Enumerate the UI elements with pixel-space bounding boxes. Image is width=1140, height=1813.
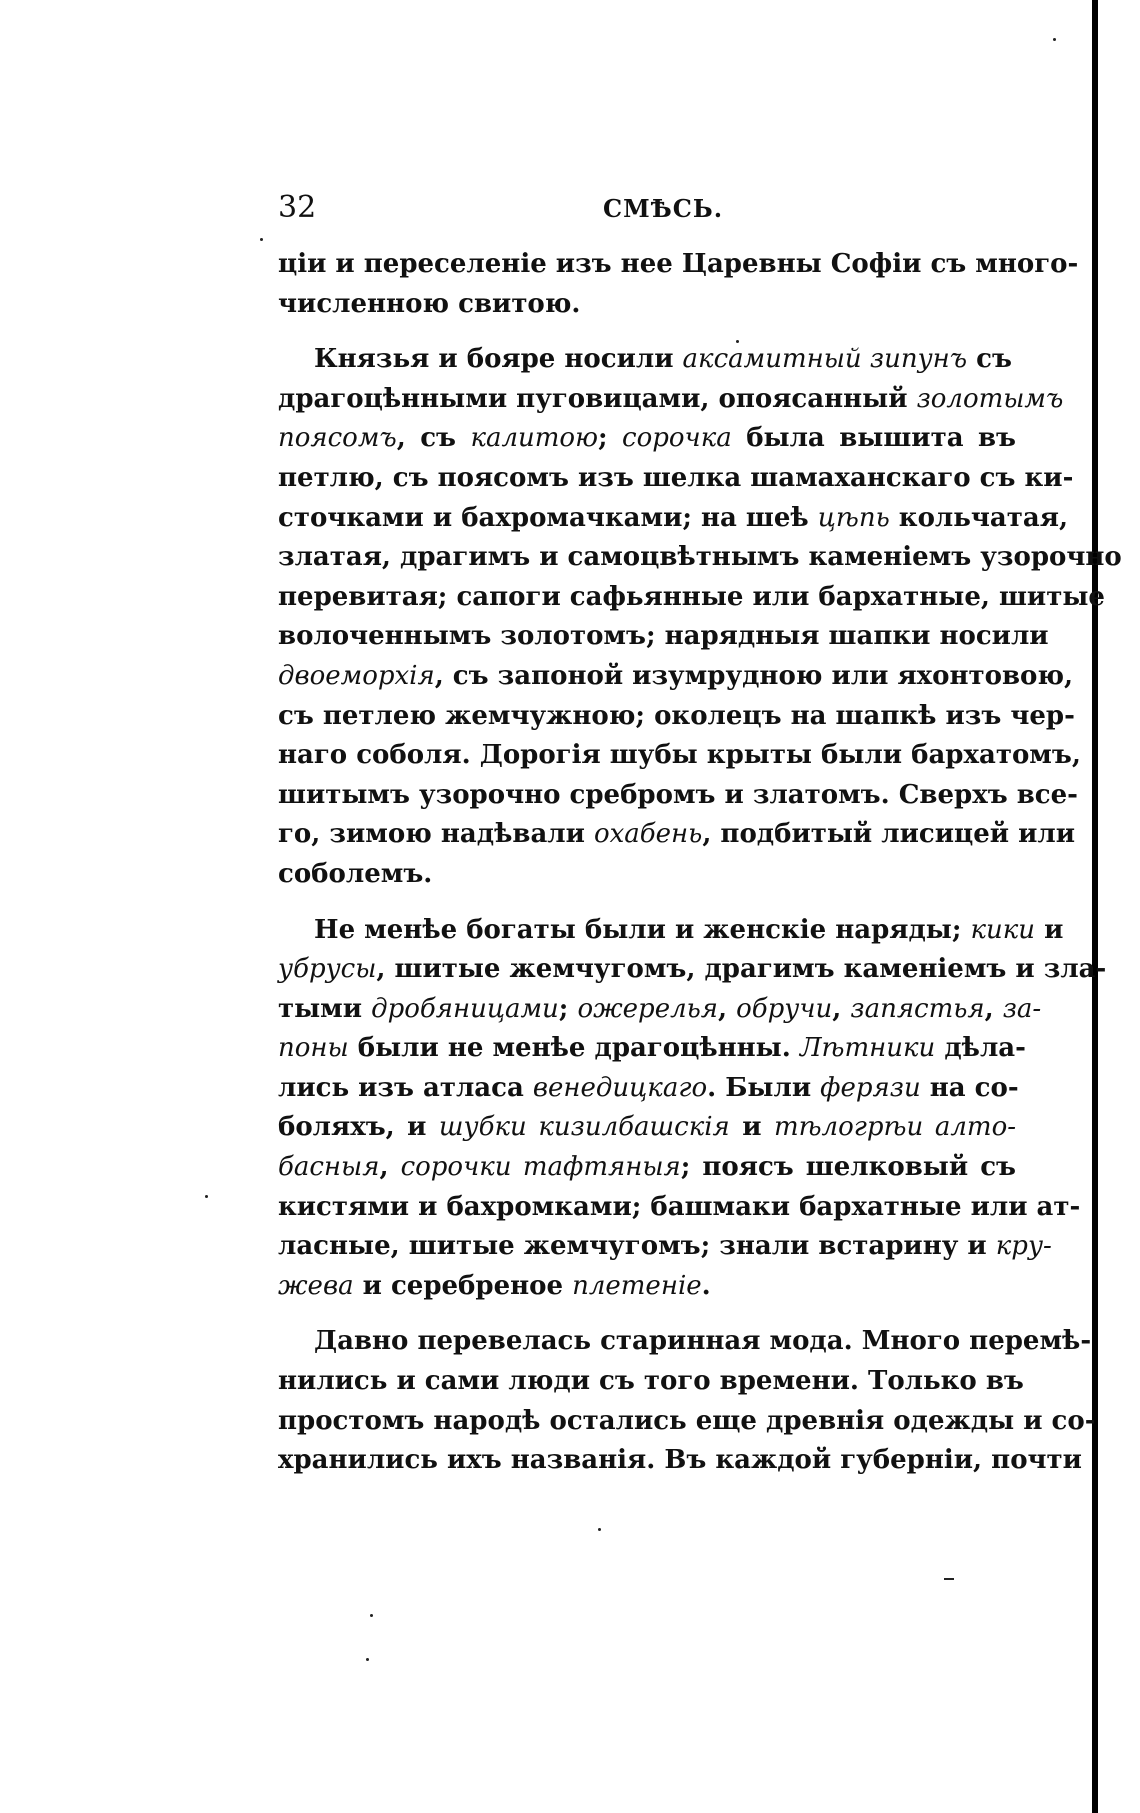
- text-run: ,: [832, 993, 851, 1024]
- text-line: [278, 1267, 1016, 1307]
- italic-term: запястья: [850, 993, 985, 1024]
- italic-term: аксамитный зипунъ: [682, 344, 968, 375]
- text-run: ціи и переселеніе изъ нее Царевны Софіи съ много-: [278, 249, 1079, 279]
- print-speck: [370, 1614, 373, 1617]
- italic-term: кики: [970, 914, 1036, 945]
- italic-term: тѣлогрѣи алто-: [773, 1112, 1017, 1143]
- italic-term: за-: [1002, 993, 1042, 1024]
- text-line: [278, 1188, 1081, 1228]
- text-run: сточками и бахромачками; на шеѣ: [278, 502, 818, 533]
- text-run: и: [729, 1112, 774, 1143]
- italic-term: плетеніе: [572, 1270, 702, 1301]
- text-run: . Были: [707, 1072, 821, 1103]
- italic-term: сорочки тафтяныя: [400, 1152, 681, 1183]
- text-run: наго соболя. Дорогія шубы крыты были бархатомъ,: [278, 740, 1081, 771]
- text-line: [278, 950, 1107, 990]
- text-run: златая, драгимъ и самоцвѣтнымъ каменіемъ узорочно: [278, 542, 1122, 573]
- italic-term: басныя: [278, 1152, 380, 1183]
- text-line: [278, 855, 1016, 895]
- text-run: , шитые жемчугомъ, драгимъ каменіемъ и зла-: [376, 954, 1107, 985]
- text-run: дѣла-: [935, 1033, 1026, 1064]
- italic-term: Лѣтники: [799, 1033, 936, 1064]
- text-line: [278, 419, 1016, 459]
- text-line: [278, 538, 1122, 578]
- text-line: [278, 1227, 1052, 1267]
- text-line: [278, 340, 1016, 380]
- text-run: ,: [984, 993, 1003, 1024]
- paragraph: [278, 911, 1107, 1307]
- text-run: простомъ народѣ остались еще древнія одежды и со-: [278, 1405, 1096, 1436]
- text-line: [278, 736, 1081, 776]
- text-line: [278, 245, 1079, 285]
- italic-term: венедицкаго: [532, 1072, 708, 1103]
- italic-term: ферязи: [820, 1072, 921, 1103]
- italic-term: убрусы: [278, 954, 377, 985]
- text-run: , съ: [396, 423, 471, 454]
- text-line: [278, 1402, 1096, 1442]
- text-run: Князья и бояре носили: [314, 344, 683, 375]
- text-run: , съ запоной изумрудною или яхонтовою,: [434, 660, 1074, 691]
- text-line: [278, 459, 1074, 499]
- print-speck: [366, 1658, 369, 1661]
- print-speck: [736, 340, 739, 343]
- text-run: лись изъ атласа: [278, 1072, 533, 1103]
- italic-term: охабень: [593, 819, 703, 850]
- italic-term: дробяницами: [371, 993, 559, 1024]
- italic-term: ожерелья: [577, 993, 719, 1024]
- text-run: съ петлею жемчужною; околецъ на шапкѣ изъ чер-: [278, 700, 1075, 731]
- paragraph: [278, 245, 1079, 324]
- text-line: [278, 1322, 1092, 1362]
- print-speck: [260, 238, 263, 241]
- page-edge-rule: [1092, 0, 1098, 1813]
- text-run: и: [1035, 914, 1064, 945]
- print-speck: [944, 1578, 954, 1580]
- text-run: шитымъ узорочно сребромъ и златомъ. Сверхъ все-: [278, 779, 1078, 810]
- text-run: нились и сами люди съ того времени. Только въ: [278, 1366, 1024, 1397]
- italic-term: кру-: [995, 1231, 1052, 1262]
- italic-term: калитою: [470, 423, 598, 454]
- text-run: петлю, съ поясомъ изъ шелка шамаханскаго съ ки-: [278, 462, 1074, 493]
- text-run: на со-: [920, 1072, 1019, 1103]
- text-run: ;: [597, 423, 623, 454]
- text-line: [278, 776, 1078, 816]
- italic-term: цѣпь: [817, 502, 890, 533]
- text-run: была вышита въ: [731, 423, 1016, 454]
- body-text: [278, 245, 1122, 1497]
- text-line: [278, 1441, 1082, 1481]
- text-line: [278, 1108, 1016, 1148]
- text-line: [278, 380, 1064, 420]
- text-line: [278, 911, 1064, 951]
- text-line: [278, 697, 1075, 737]
- text-run: боляхъ, и: [278, 1112, 439, 1143]
- text-run: численною свитою.: [278, 288, 581, 319]
- italic-term: сорочка: [622, 423, 732, 454]
- italic-term: жева: [278, 1270, 354, 1301]
- print-speck: [598, 1528, 601, 1531]
- text-run: , подбитый лисицей или: [702, 819, 1075, 850]
- text-run: го, зимою надѣвали: [278, 819, 594, 850]
- text-run: были не менѣе драгоцѣнны.: [348, 1033, 800, 1064]
- page-header: [278, 190, 1008, 230]
- text-run: ; поясъ шелковый съ: [680, 1152, 1016, 1183]
- text-run: волоченнымъ золотомъ; нарядныя шапки носили: [278, 621, 1049, 652]
- italic-term: поясомъ: [278, 423, 397, 454]
- page-number: 32: [278, 190, 317, 225]
- italic-term: золотымъ: [916, 383, 1064, 414]
- italic-term: поны: [278, 1033, 349, 1064]
- text-line: [278, 1362, 1024, 1402]
- italic-term: двоеморхія: [278, 660, 435, 691]
- text-run: ,: [718, 993, 737, 1024]
- text-line: [278, 499, 1068, 539]
- italic-term: шубки кизилбашскія: [438, 1112, 730, 1143]
- text-run: драгоцѣнными пуговицами, опоясанный: [278, 383, 917, 414]
- text-line: [278, 657, 1074, 697]
- text-run: ;: [558, 993, 578, 1024]
- text-run: хранились ихъ названія. Въ каждой губерніи, почти: [278, 1445, 1082, 1476]
- paragraph: [278, 340, 1122, 894]
- text-line: [278, 1148, 1016, 1188]
- text-run: ,: [379, 1152, 401, 1183]
- text-run: кистями и бахромками; башмаки бархатные или ат-: [278, 1191, 1081, 1222]
- text-run: тыми: [278, 993, 372, 1024]
- print-speck: [205, 1195, 208, 1198]
- text-run: .: [701, 1270, 711, 1301]
- text-line: [278, 815, 1075, 855]
- paragraph: [278, 1322, 1096, 1480]
- text-line: [278, 1069, 1019, 1109]
- text-run: перевитая; сапоги сафьянные или бархатные, шитые: [278, 581, 1105, 612]
- text-run: Давно перевелась старинная мода. Много перемѣ-: [314, 1326, 1092, 1357]
- text-line: [278, 1029, 1026, 1069]
- italic-term: обручи: [736, 993, 833, 1024]
- text-line: [278, 990, 1042, 1030]
- running-head: СМѢСЬ.: [603, 194, 724, 223]
- text-line: [278, 617, 1049, 657]
- text-run: и серебреное: [353, 1270, 573, 1301]
- text-line: [278, 285, 1016, 325]
- text-run: кольчатая,: [889, 502, 1068, 533]
- text-run: соболемъ.: [278, 858, 433, 889]
- text-run: ласные, шитые жемчугомъ; знали встарину и: [278, 1231, 996, 1262]
- text-line: [278, 578, 1105, 618]
- text-run: Не менѣе богаты были и женскіе наряды;: [314, 914, 971, 945]
- print-speck: [1053, 38, 1056, 41]
- text-run: съ: [967, 344, 1012, 375]
